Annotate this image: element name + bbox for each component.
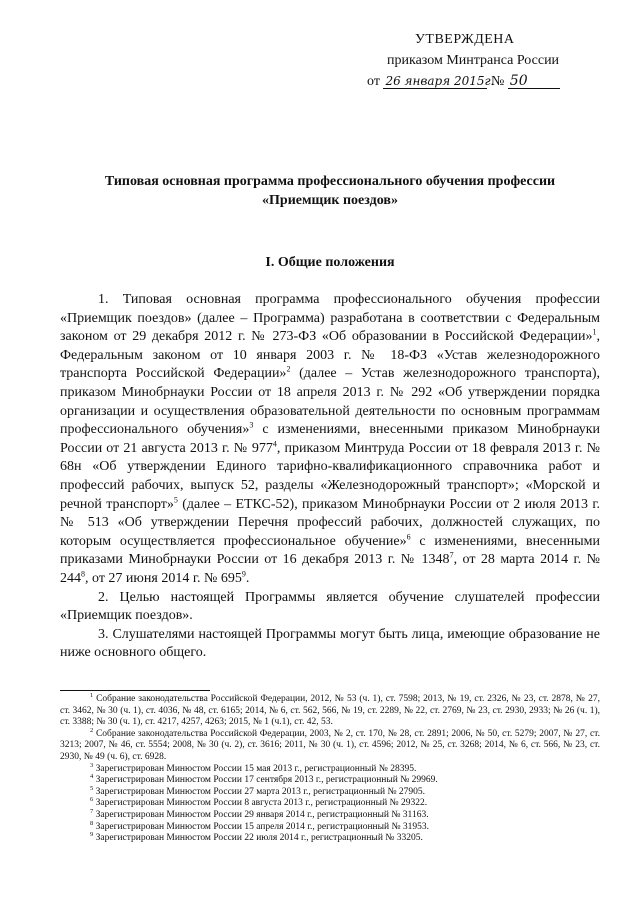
footnote-number: 7	[90, 807, 94, 815]
date-prefix: от	[367, 74, 380, 89]
paragraph-text: (далее – Устав железнодорожного транспорта), приказом Минобрнауки России от 18 апреля 2013 г. № 292 «Об утверждении порядка организации и осуществления образовательной деятельности по основным программам профессионального обучения»	[60, 366, 600, 438]
document-title-line1: Типовая основная программа профессионального обучения профессии	[104, 174, 556, 189]
paragraph	[60, 589, 600, 626]
footnote-ref: 2	[286, 364, 291, 374]
footnote-number: 2	[90, 726, 94, 734]
document-title-line2: «Приемщик поездов»	[262, 193, 398, 208]
document-title	[60, 172, 600, 210]
footnote-text: Зарегистрирован Минюстом России 15 апреля 2014 г., регистрационный № 31953.	[93, 821, 430, 832]
approval-heading: УТВЕРЖДЕНА	[415, 32, 515, 47]
footnote	[60, 691, 600, 729]
footnote-ref: 7	[449, 550, 454, 560]
section-heading: I. Общие положения	[265, 255, 395, 270]
footnote-separator	[60, 690, 210, 691]
handwritten-date: 26 января 2015г.	[385, 74, 495, 88]
approval-order-line: приказом Минтранса России	[387, 53, 560, 68]
footnote-number: 4	[90, 773, 94, 780]
paragraph-text: , от 27 июня 2014 г. № 695	[85, 570, 242, 586]
paragraph-text: с изменениями, внесенными приказом Минобрнауки России от 21 августа 2013 г. № 977	[60, 422, 600, 456]
paragraph	[60, 626, 600, 663]
footnote-text: Зарегистрирован Минюстом России 27 марта 2013 г., регистрационный № 27905.	[93, 786, 426, 797]
footnote	[60, 784, 600, 799]
paragraph-text: с изменениями, внесенными приказами Минобрнауки России от 16 декабря 2013 г. № 1348	[60, 533, 600, 568]
paragraph-text: .	[245, 570, 250, 586]
handwritten-number: 50	[508, 75, 560, 89]
footnote-number: 8	[90, 819, 94, 827]
paragraph-text: , приказом Минтруда России от 18 февраля 2013 г. № 68н «Об утверждении Единого тарифно-квалификационного справочника работ и профессий рабочих, выпуск 52, разделы «Железнодорожный транспорт»; «Морской и речной транспорт»	[60, 440, 600, 512]
footnote-text: Зарегистрирован Минюстом России 8 августа 2013 г., регистрационный № 29322.	[93, 798, 428, 809]
footnote-text: Зарегистрирован Минюстом России 17 сентября 2013 г., регистрационный № 29969.	[93, 775, 438, 786]
document-body	[60, 291, 600, 663]
footnote-number: 9	[90, 830, 94, 838]
footnote-ref: 5	[173, 494, 178, 504]
paragraph-text: , Федеральным законом от 10 января 2003 г. № 18-ФЗ «Устав железнодорожного транспорта Российской Федерации»	[60, 329, 600, 382]
footnote	[60, 798, 600, 810]
footnote	[60, 726, 600, 764]
footnote-text: Зарегистрирован Минюстом России 15 мая 2013 г., регистрационный № 28395.	[93, 763, 417, 774]
footnote-number: 5	[90, 784, 94, 792]
footnotes	[60, 691, 600, 845]
footnote	[60, 775, 600, 787]
paragraph-text: 2. Целью настоящей Программы является обучение слушателей профессии «Приемщик поездов».	[60, 589, 600, 624]
footnote	[60, 830, 600, 845]
footnote-number: 1	[90, 691, 94, 699]
footnote-ref: 4	[272, 439, 277, 449]
footnote-text: Зарегистрирован Минюстом России 29 января 2014 г., регистрационный № 31163.	[93, 809, 429, 820]
footnote-text: Собрание законодательства Российской Федерации, 2012, № 53 (ч. 1), ст. 7598; 2013, № 19, ст. 2326, № 23, ст. 2878, № 27, ст. 3462, № 30 (ч. 1), ст. 4036, № 48, ст. 6165; 2014, № 6, ст. 562, 566, № 19, ст. 2289, № 22, ст. 2769, № 23, ст. 2930, 2933; № 26 (ч. 1), ст. 3388; № 30 (ч. 1), ст. 4217, 4257, 4263; 2015, № 1 (ч.1), ст. 42, 53.	[60, 694, 600, 728]
paragraph	[60, 291, 600, 589]
approval-date-line	[362, 71, 622, 92]
footnote-text: Собрание законодательства Российской Федерации, 2003, № 2, ст. 170, № 28, ст. 2891; 2006, № 50, ст. 5279; 2007, № 27, ст. 3213; 2007, № 46, ст. 5554; 2008, № 30 (ч. 2), ст. 3616; 2011, № 30 (ч. 1), ст. 4596; 2012, № 25, ст. 3268; 2014, № 6, ст. 566, № 23, ст. 2930, № 49 (ч. 6), ст. 6928.	[60, 728, 600, 762]
paragraph-text: 3. Слушателями настоящей Программы могут быть лица, имеющие образование не ниже основного общего.	[60, 626, 600, 661]
footnote	[60, 819, 600, 834]
paragraph-text: (далее – ЕТКС-52), приказом Минобрнауки России от 2 июля 2013 г. № 513 «Об утверждении Перечня профессий рабочих, должностей служащих, по которым осуществляется профессиональное обучение»	[60, 496, 600, 549]
number-prefix: №	[490, 74, 505, 89]
footnote-ref: 3	[249, 420, 254, 430]
paragraph-text: 1. Типовая основная программа профессионального обучения профессии «Приемщик поездов» (далее – Программа) разработана в соответствии с Федеральным законом от 29 декабря 2012 г. № 273-ФЗ «Об образовании в Российской Федерации»	[60, 292, 600, 345]
footnote-ref: 6	[406, 532, 411, 542]
footnote-ref: 8	[81, 569, 85, 579]
paragraph-text: , от 28 марта 2014 г. № 244	[60, 552, 600, 586]
footnote-ref: 9	[241, 569, 246, 579]
footnote	[60, 761, 600, 776]
footnote-text: Зарегистрирован Минюстом России 22 июля 2014 г., регистрационный № 33205.	[93, 833, 423, 844]
approval-block	[362, 29, 622, 92]
footnote-ref: 1	[592, 327, 597, 337]
footnote-number: 3	[90, 761, 94, 769]
footnote-number: 6	[90, 796, 94, 804]
footnote	[60, 807, 600, 822]
